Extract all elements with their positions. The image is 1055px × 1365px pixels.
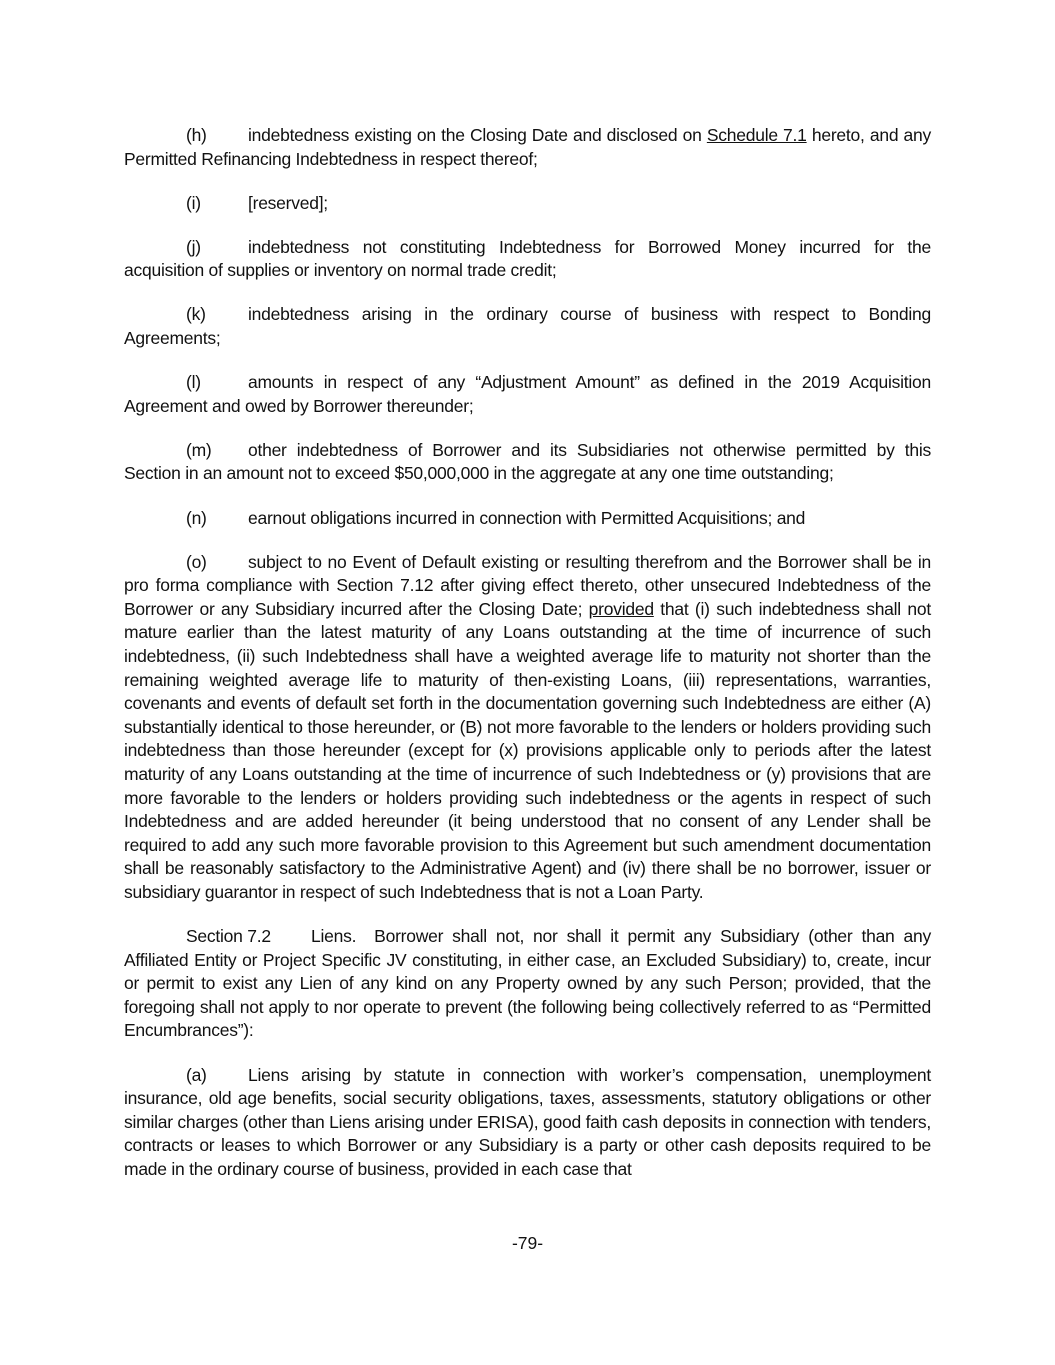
schedule-reference: Schedule 7.1 [706, 125, 807, 145]
paragraph-n [124, 507, 931, 531]
paragraph-text: amounts in respect of any “Adjustment Amount” as defined in the 2019 Acquisition Agreement and owed by Borrower thereunder; [124, 372, 931, 416]
paragraph-text: earnout obligations incurred in connection with Permitted Acquisitions; and [248, 507, 806, 528]
paragraph-i [124, 192, 931, 216]
paragraph-j [124, 236, 931, 283]
paragraph-text: indebtedness not constituting Indebtedness for Borrowed Money incurred for the acquisition of supplies or inventory on normal trade credit; [124, 236, 931, 281]
paragraph-label: (h) [186, 125, 207, 145]
page-number: -79- [511, 1233, 544, 1253]
paragraph-text: subject to no Event of Default existing or resulting therefrom and the Borrower shall be in pro forma compliance with Section 7.12 after giving effect thereto, other unsecured Indebtedness of the Borrower or any Subsidiary incurred after the Closing Date; [124, 551, 931, 619]
paragraph-label: (k) [186, 304, 206, 325]
paragraph-label: (n) [186, 507, 207, 528]
paragraph-o [124, 551, 931, 905]
paragraph-text: other indebtedness of Borrower and its Subsidiaries not otherwise permitted by this Section in an amount not to exceed $50,000,000 in the aggregate at any one time outstanding; [124, 439, 931, 484]
paragraph-l [124, 371, 931, 418]
paragraph-label: (l) [186, 372, 201, 393]
section-heading: Liens. [311, 926, 357, 947]
paragraph-text: indebtedness arising in the ordinary course of business with respect to Bonding Agreements; [124, 304, 931, 349]
paragraph-h [124, 124, 931, 171]
paragraph-k [124, 303, 931, 350]
paragraph-text: that (i) such indebtedness shall not mature earlier than the latest maturity of any Loans outstanding at the time of incurrence of such indebtedness, (ii) such Indebtedness shall have a weighted average life to maturity not shorter than the remaining weighted average life to maturity of then-existing Loans, (iii) representations, warranties, covenants and events of default set forth in the documentation governing such Indebtedness are either (A) substantially identical to those hereunder, or (B) not more favorable to the lenders or holders providing such indebtedness than those hereunder (except for (x) provisions applicable only to periods after the latest maturity of any Loans outstanding at the time of incurrence of such Indebtedness or (y) provisions that are more favorable to the lenders or holders providing such indebtedness or the agents in respect of such Indebtedness and are added hereunder (it being understood that no consent of any Lender shall be required to add any such more favorable provision to this Agreement but such amendment documentation shall be reasonably satisfactory to the Administrative Agent) and (iv) there shall be no borrower, issuer or subsidiary guarantor in respect of such Indebtedness that is not a Loan Party. [124, 598, 931, 902]
section-7-2 [124, 925, 931, 1043]
section-text: Borrower shall not, nor shall it permit any Subsidiary (other than any Affiliated Entity or Project Specific JV constituting, in either case, an Excluded Subsidiary) to, create, incur or permit to exist any Lien of any kind on any Property owned by any such Person; provided, that the foregoing shall not apply to nor operate to prevent (the following being collectively referred to as “Permitted Encumbrances”): [124, 926, 931, 1041]
paragraph-m [124, 439, 931, 486]
paragraph-label: (j) [186, 236, 201, 257]
provided-term: provided [588, 598, 654, 619]
section-number: Section 7.2 [186, 926, 271, 947]
paragraph-text: Liens arising by statute in connection with worker’s compensation, unemployment insurance, old age benefits, social security obligations, taxes, assessments, statutory obligations or other similar charges (other than Liens arising under ERISA), good faith cash deposits in connection with tenders, contracts or leases to which Borrower or any Subsidiary is a party or other cash deposits required to be made in the ordinary course of business, provided in each case that [124, 1064, 931, 1179]
paragraph-label: (i) [186, 192, 201, 213]
paragraph-label: (m) [186, 439, 212, 460]
paragraph-text: hereto, and any Permitted Refinancing Indebtedness in respect thereof; [124, 125, 932, 169]
document-page [124, 124, 931, 1202]
section-7-2-paragraph-a [124, 1064, 931, 1182]
paragraph-text: indebtedness existing on the Closing Date and disclosed on [248, 125, 707, 145]
paragraph-label: (o) [186, 551, 207, 572]
paragraph-text: [reserved]; [248, 192, 328, 213]
paragraph-label: (a) [186, 1064, 207, 1085]
